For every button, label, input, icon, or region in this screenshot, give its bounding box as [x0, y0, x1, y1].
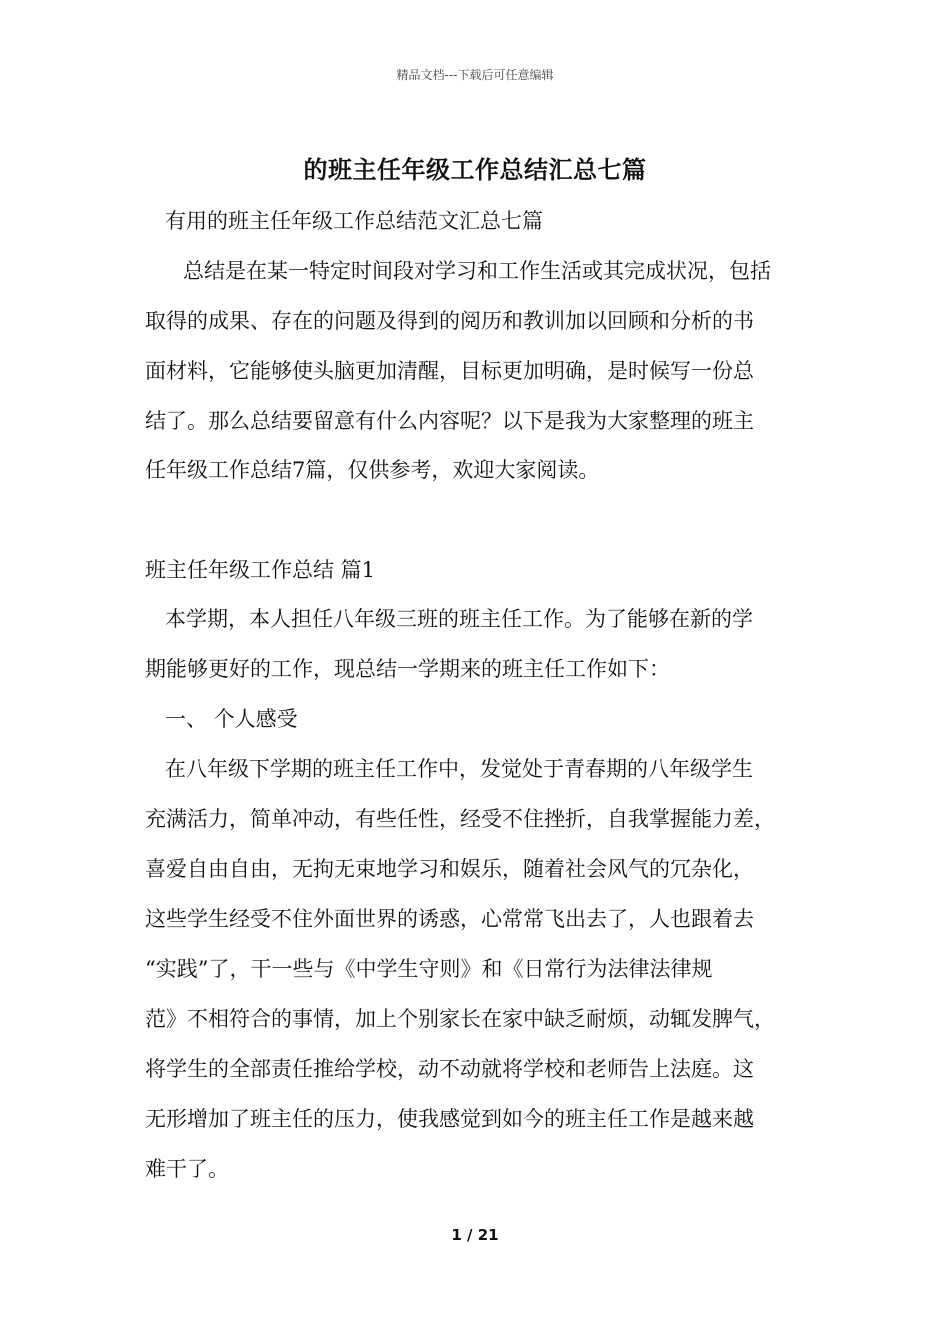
- paragraph-line: 充满活力，简单冲动，有些任性，经受不住挫折，自我掌握能力差，: [145, 807, 775, 831]
- paragraph-line: 难干了。: [145, 1157, 229, 1181]
- intro-line: 结了。那么总结要留意有什么内容呢？以下是我为大家整理的班主: [145, 409, 754, 433]
- subheading: 一、 个人感受: [165, 707, 298, 731]
- intro-line: 面材料，它能够使头脑更加清醒，目标更加明确，是时候写一份总: [145, 359, 754, 383]
- paragraph-line: 这些学生经受不住外面世界的诱惑，心常常飞出去了，人也跟着去: [145, 907, 754, 931]
- paragraph-line: 本学期，本人担任八年级三班的班主任工作。为了能够在新的学: [165, 607, 753, 631]
- intro-line: 总结是在某一特定时间段对学习和工作生活或其完成状况，包括: [183, 259, 771, 283]
- paragraph-line: “实践”了，干一些与《中学生守则》和《日常行为法律法律规: [145, 957, 713, 981]
- document-title: 的班主任年级工作总结汇总七篇: [303, 155, 647, 184]
- paragraph-line: 范》不相符合的事情，加上个别家长在家中缺乏耐烦，动辄发脾气，: [145, 1007, 775, 1031]
- paragraph-line: 在八年级下学期的班主任工作中，发觉处于青春期的八年级学生: [165, 757, 753, 781]
- subtitle: 有用的班主任年级工作总结范文汇总七篇: [165, 209, 543, 233]
- header-note: 精品文档---下载后可任意编辑: [396, 68, 554, 82]
- page-number: 1 / 21: [451, 1226, 499, 1244]
- paragraph-line: 将学生的全部责任推给学校，动不动就将学校和老师告上法庭。这: [145, 1057, 754, 1081]
- intro-line: 任年级工作总结7篇，仅供参考，欢迎大家阅读。: [145, 458, 600, 482]
- paragraph-line: 无形增加了班主任的压力，使我感觉到如今的班主任工作是越来越: [145, 1107, 754, 1131]
- paragraph-line: 期能够更好的工作，现总结一学期来的班主任工作如下：: [145, 657, 670, 681]
- intro-line: 取得的成果、存在的问题及得到的阅历和教训加以回顾和分析的书: [145, 309, 754, 333]
- section-heading: 班主任年级工作总结 篇1: [145, 558, 376, 582]
- paragraph-line: 喜爱自由自由，无拘无束地学习和娱乐，随着社会风气的冗杂化，: [145, 857, 754, 881]
